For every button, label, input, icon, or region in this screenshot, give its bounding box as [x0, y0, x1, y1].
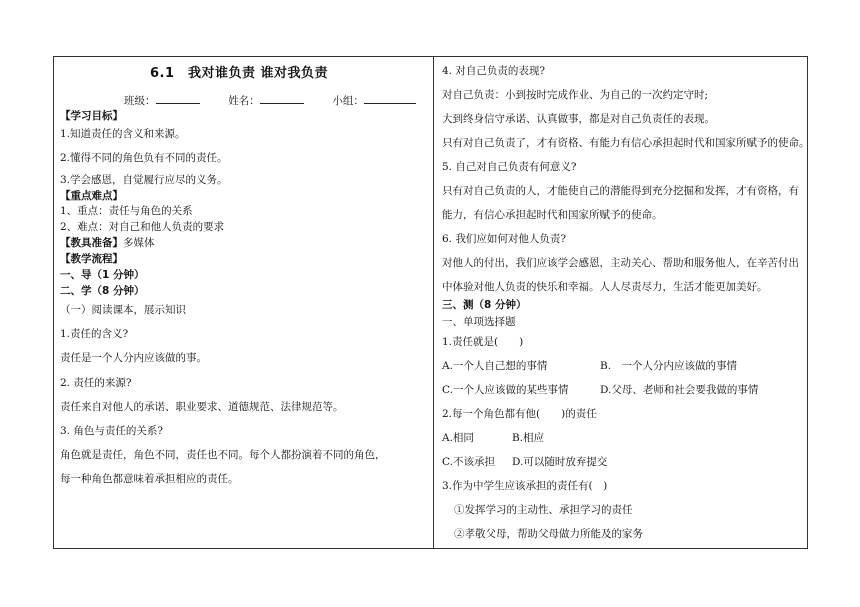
answer-6-line-2: 中体验对他人负责的快乐和幸福。人人尽责尽力，生活才能更加美好。 [442, 281, 768, 293]
single-choice-heading: 一、单项选择题 [442, 316, 516, 328]
mc2-option-d[interactable]: D.可以随时放弃提交 [512, 456, 608, 468]
tools-row [60, 237, 155, 250]
mc3-item-2[interactable]: ②孝敬父母，帮助父母做力所能及的家务 [454, 528, 643, 540]
goal-3: 3.学会感恩，自觉履行应尽的义务。 [60, 174, 228, 186]
goal-1: 1.知道责任的含义和来源。 [60, 128, 186, 140]
read-instruction: （一）阅读课本，展示知识 [60, 304, 186, 316]
key-2: 2、难点：对自己和他人负责的要求 [60, 221, 225, 233]
answer-3-line-1: 角色就是责任，角色不同，责任也不同。每个人都扮演着不同的角色， [60, 449, 386, 461]
mc-question-1: 1.责任就是( ) [442, 336, 524, 348]
step-2: 二、学（8 分钟） [60, 285, 145, 297]
mc1-option-d[interactable]: D.父母、老师和社会要我做的事情 [600, 384, 759, 396]
class-blank[interactable] [156, 93, 200, 104]
answer-6-line-1: 对他人的付出，我们应该学会感恩，主动关心、帮助和服务他人，在辛苦付出 [442, 257, 799, 269]
info-row [124, 93, 416, 108]
mc1-options-ab [442, 360, 802, 373]
mc-question-2: 2.每一个角色都有他( )的责任 [442, 408, 597, 420]
answer-2: 责任来自对他人的承诺、职业要求、道德规范、法律规范等。 [60, 401, 344, 413]
group-label: 小组： [332, 95, 364, 107]
tools-heading: 【教具准备】 [60, 237, 123, 249]
answer-4-line-3: 只有对自己负责了，才有资格、有能力有信心承担起时代和国家所赋予的使命。 [442, 137, 810, 149]
mc1-options-cd [442, 384, 802, 397]
key-1: 1、重点：责任与角色的关系 [60, 205, 193, 217]
page-title: 6.1 我对谁负责 谁对我负责 [150, 66, 329, 81]
answer-1: 责任是一个人分内应该做的事。 [60, 352, 207, 364]
mc-question-3: 3.作为中学生应该承担的责任有( ) [442, 480, 608, 492]
key-heading: 【重点难点】 [60, 190, 123, 202]
mc3-item-1[interactable]: ①发挥学习的主动性、承担学习的责任 [454, 504, 633, 516]
flow-heading: 【教学流程】 [60, 253, 123, 265]
question-4: 4. 对自己负责的表现? [442, 65, 545, 77]
goal-2: 2.懂得不同的角色负有不同的责任。 [60, 152, 228, 164]
answer-4-line-1: 对自己负责：小到按时完成作业、为自己的一次约定守时; [442, 89, 709, 101]
answer-5-line-2: 能力，有信心承担起时代和国家所赋予的使命。 [442, 209, 663, 221]
mc2-options-ab [442, 432, 802, 445]
question-5: 5. 自己对自己负责有何意义? [442, 161, 577, 173]
name-label: 姓名： [228, 95, 260, 107]
goals-heading: 【学习目标】 [60, 110, 123, 122]
mc2-option-b[interactable]: B.相应 [512, 432, 545, 444]
mc2-option-a[interactable]: A.相同 [442, 432, 474, 444]
mc1-option-c[interactable]: C.一个人应该做的某些事情 [442, 384, 569, 396]
class-label: 班级： [124, 95, 156, 107]
question-2: 2. 责任的来源? [60, 377, 132, 389]
test-heading: 三、测（8 分钟） [442, 299, 527, 311]
tools-value: 多媒体 [123, 237, 155, 249]
step-1: 一、导（1 分钟） [60, 269, 145, 281]
question-3: 3. 角色与责任的关系? [60, 425, 163, 437]
mc2-options-cd [442, 456, 802, 469]
question-1: 1.责任的含义? [60, 328, 129, 340]
group-blank[interactable] [364, 93, 416, 104]
question-6: 6. 我们应如何对他人负责? [442, 233, 566, 245]
mc1-option-b[interactable]: B. 一个人分内应该做的事情 [600, 360, 738, 372]
answer-4-line-2: 大到终身信守承诺、认真做事，都是对自己负责任的表现。 [442, 113, 715, 125]
answer-3-line-2: 每一种角色都意味着承担相应的责任。 [60, 473, 239, 485]
answer-5-line-1: 只有对自己负责的人，才能使自己的潜能得到充分挖掘和发挥，才有资格，有 [442, 185, 799, 197]
mc1-option-a[interactable]: A.一个人自己想的事情 [442, 360, 548, 372]
column-divider [433, 56, 434, 549]
mc2-option-c[interactable]: C.不该承担 [442, 456, 495, 468]
name-blank[interactable] [260, 93, 304, 104]
